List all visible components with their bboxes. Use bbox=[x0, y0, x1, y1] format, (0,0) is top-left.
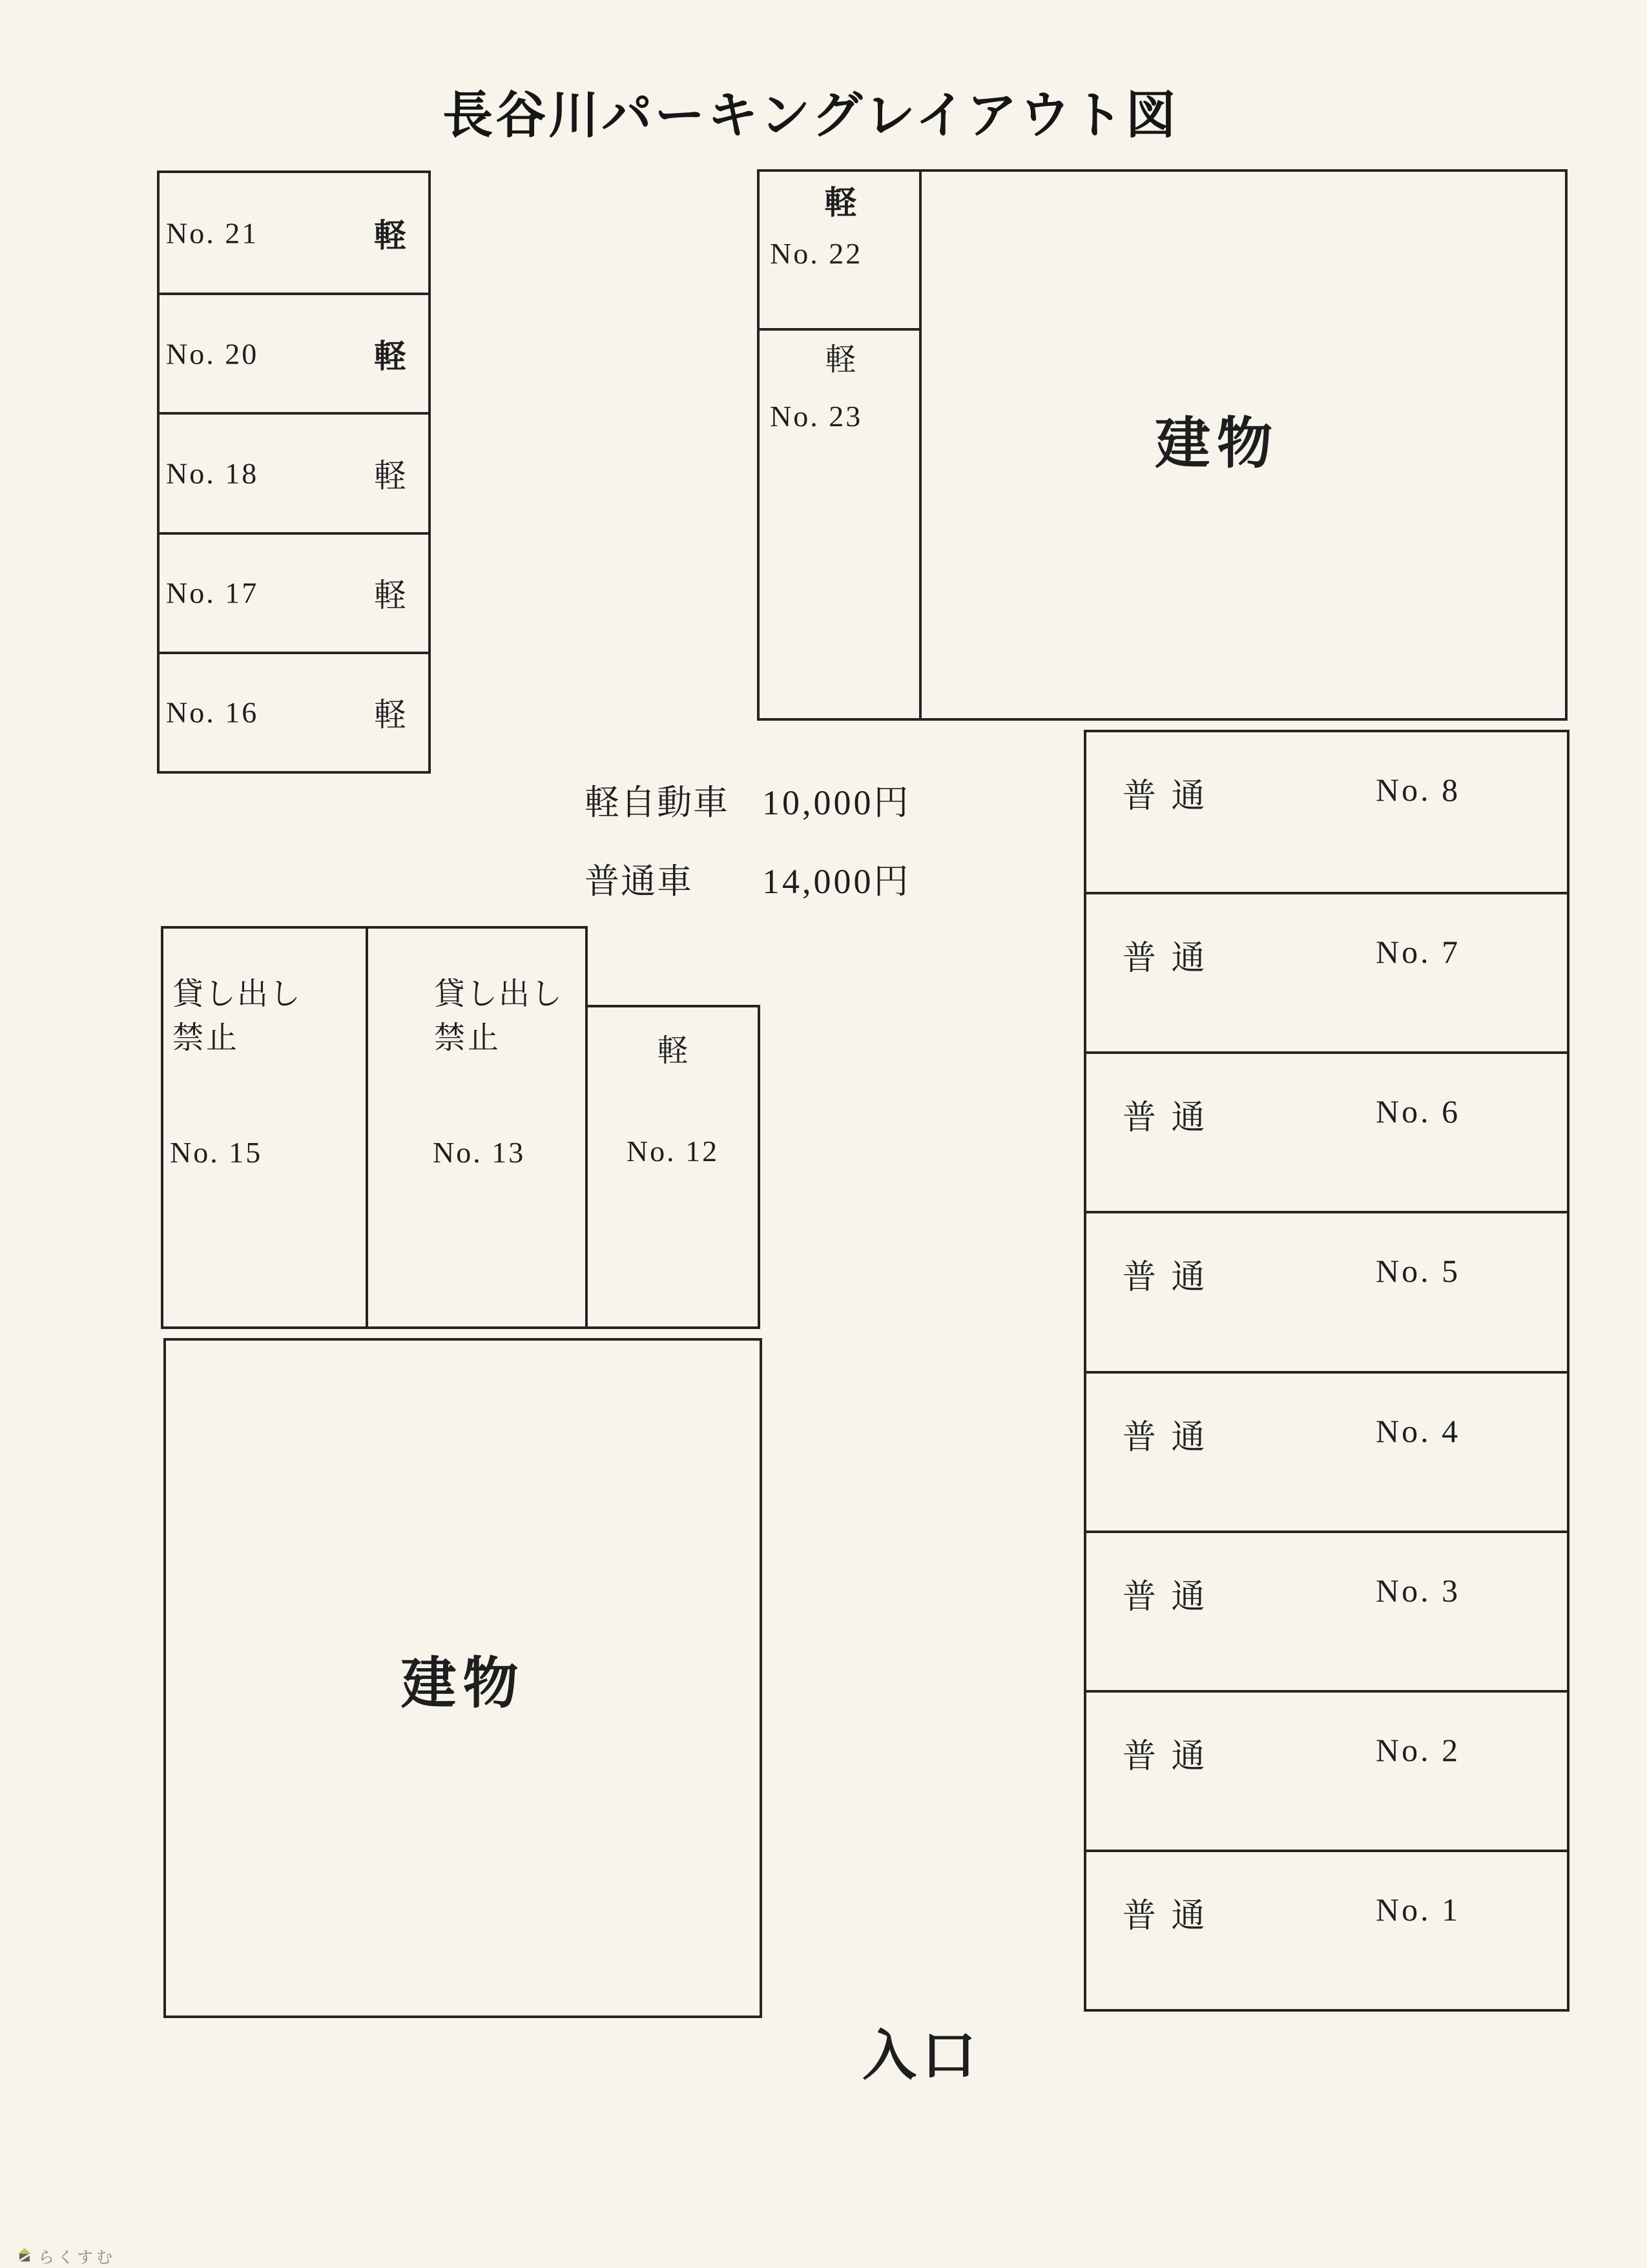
regular-car-price-label: 普通車 bbox=[585, 862, 693, 901]
space-type-label: 普通 bbox=[1123, 1259, 1220, 1297]
parking-space-no13 bbox=[368, 926, 588, 1329]
space-type-label: 普通 bbox=[1123, 1578, 1220, 1616]
logo-text: らくすむ bbox=[38, 2249, 116, 2267]
regular-spaces-right-column bbox=[1084, 730, 1569, 2012]
space-type-label: 普通 bbox=[1123, 940, 1220, 978]
parking-space-no16 bbox=[160, 652, 428, 771]
regular-car-price-amount: 14,000円 bbox=[762, 862, 911, 901]
space-number-label: No. 6 bbox=[1376, 1093, 1461, 1130]
no-lending-label-line2: 禁止 bbox=[434, 1021, 502, 1055]
house-icon bbox=[17, 2247, 32, 2266]
parking-space-no7 bbox=[1086, 892, 1567, 1051]
parking-space-no4 bbox=[1086, 1371, 1567, 1531]
parking-space-no1 bbox=[1086, 1850, 1567, 2009]
space-type-label: 軽 bbox=[374, 217, 406, 254]
space-number-label: No. 4 bbox=[1376, 1412, 1461, 1449]
bottom-building-label: 建物 bbox=[400, 1652, 525, 1715]
space-number-label: No. 8 bbox=[1376, 772, 1461, 808]
parking-space-no8 bbox=[1086, 732, 1567, 892]
space-type-label: 普通 bbox=[1123, 1419, 1220, 1456]
top-building-label: 建物 bbox=[1155, 413, 1279, 475]
kei-car-price-label: 軽自動車 bbox=[585, 783, 729, 822]
space-type-label: 普通 bbox=[1123, 1100, 1220, 1137]
space-type-label: 軽 bbox=[374, 457, 406, 494]
space-number-label: No. 16 bbox=[166, 696, 259, 729]
space-number-label: No. 5 bbox=[1376, 1253, 1461, 1290]
parking-space-no5 bbox=[1086, 1211, 1567, 1370]
parking-space-no15 bbox=[161, 926, 368, 1329]
space-number-label: No. 3 bbox=[1376, 1572, 1461, 1609]
space-type-label: 普通 bbox=[1123, 1738, 1220, 1775]
parking-space-no3 bbox=[1086, 1531, 1567, 1690]
space-type-label: 軽 bbox=[657, 1034, 689, 1068]
kei-spaces-left-column bbox=[157, 170, 431, 774]
space-type-label: 普通 bbox=[1123, 778, 1220, 815]
no-lending-label-line1: 貸し出し bbox=[172, 977, 302, 1011]
parking-space-no6 bbox=[1086, 1051, 1567, 1211]
space-number-label: No. 15 bbox=[170, 1136, 263, 1169]
space-number-label: No. 1 bbox=[1376, 1891, 1461, 1928]
space-number-label: No. 21 bbox=[166, 216, 259, 250]
rakusumu-logo bbox=[17, 2245, 116, 2268]
space-number-label: No. 18 bbox=[166, 457, 259, 490]
parking-space-no2 bbox=[1086, 1690, 1567, 1850]
space-number-label: No. 20 bbox=[166, 337, 259, 371]
space-type-label-no23: 軽 bbox=[825, 343, 856, 377]
space-type-label: 普通 bbox=[1123, 1897, 1220, 1935]
entrance-label: 入口 bbox=[862, 2025, 981, 2086]
bottom-building-box bbox=[163, 1338, 762, 2018]
divider-line bbox=[760, 328, 922, 331]
space-number-label: No. 7 bbox=[1376, 934, 1461, 971]
space-number-label: No. 13 bbox=[433, 1136, 526, 1169]
parking-space-no18 bbox=[160, 412, 428, 531]
space-type-label-no22: 軽 bbox=[824, 185, 857, 221]
kei-spaces-and-top-building-block bbox=[757, 169, 1568, 721]
space-type-label: 軽 bbox=[374, 697, 406, 734]
page-title: 長谷川パーキングレイアウト図 bbox=[442, 87, 1179, 143]
space-number-label-no22: No. 22 bbox=[770, 237, 863, 270]
space-type-label: 軽 bbox=[374, 338, 406, 375]
space-number-label: No. 12 bbox=[626, 1135, 720, 1168]
parking-space-no21 bbox=[160, 173, 428, 293]
no-lending-label-line2: 禁止 bbox=[172, 1021, 240, 1055]
parking-space-no20 bbox=[160, 293, 428, 412]
space-number-label: No. 17 bbox=[166, 576, 259, 610]
parking-space-no17 bbox=[160, 532, 428, 652]
space-number-label: No. 2 bbox=[1376, 1731, 1461, 1768]
space-type-label: 軽 bbox=[374, 577, 406, 614]
parking-space-no12 bbox=[588, 1005, 760, 1329]
kei-car-price-amount: 10,000円 bbox=[762, 783, 911, 822]
no-lending-label-line1: 貸し出し bbox=[434, 977, 564, 1011]
space-number-label-no23: No. 23 bbox=[770, 400, 863, 433]
